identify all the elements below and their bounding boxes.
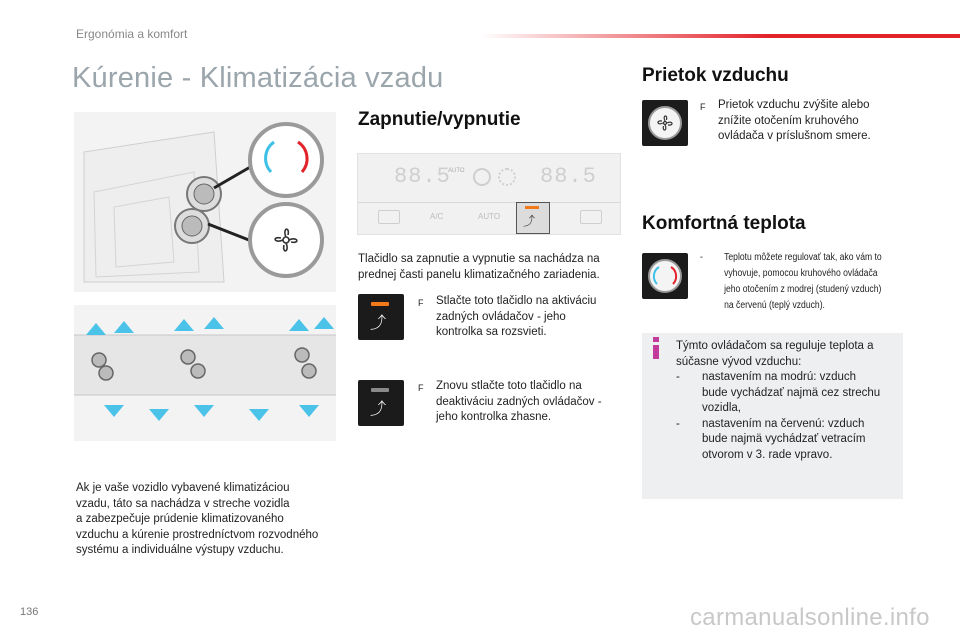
info-item-line: otvorom v 3. rade vpravo. (702, 448, 833, 461)
airflow-line: znížite otočením kruhového (718, 114, 859, 127)
comfort-line: jeho otočením z modrej (studený vzduch) (724, 284, 882, 295)
info-item-line: bude najmä vychádzať vetracím (702, 433, 866, 445)
step-line: jeho kontrolka zhasne. (436, 411, 552, 423)
rear-button-on-thumb (358, 294, 404, 340)
intro-line: vzduchu a kúrenie prostredníctvom rozvodného (76, 528, 319, 541)
info-icon (650, 337, 662, 359)
fan-dial-icon (642, 100, 688, 146)
orange-led-icon (371, 302, 389, 306)
seat-fan-icon: ⤴ (370, 315, 387, 332)
info-line: súčasne vývod vzduchu: (676, 355, 802, 368)
step-line: Znovu stlačte toto tlačidlo na (436, 380, 582, 392)
dash-mark: - (700, 252, 703, 263)
header-accent-line (480, 34, 960, 38)
intro-line: Ak je vaše vozidlo vybavené klimatizáciou (76, 482, 290, 494)
info-item-line: bude vychádzať najmä cez strechu (702, 386, 881, 399)
rear-button-off-thumb (358, 380, 404, 426)
fan-dial-thumb (642, 100, 688, 146)
step-activate (418, 294, 628, 341)
climate-panel-illustration (357, 153, 621, 235)
display-auto-label: AUTO (448, 168, 465, 174)
defrost-icon (378, 210, 400, 224)
auto-button-label: AUTO (478, 212, 501, 221)
fan-icon (498, 168, 516, 186)
roof-controls-illustration (74, 112, 336, 292)
intro-line: systému a individuálne výstupy vzduchu. (76, 544, 284, 556)
air-vents-drawing (74, 305, 336, 441)
intro-line: vzadu, táto sa nachádza v streche vozidla (76, 497, 290, 510)
bullet-mark: F (700, 102, 706, 112)
bullet-mark: F (418, 298, 424, 308)
comfort-heading: Komfortná teplota (642, 213, 806, 234)
info-item-red (676, 417, 898, 464)
info-item-blue (676, 370, 898, 417)
intro-line: a zabezpečuje prúdenie klimatizovaného (76, 513, 284, 525)
section-header: Ergonómia a komfort (76, 27, 188, 41)
orange-led-icon (525, 206, 539, 209)
step-deactivate (418, 379, 628, 426)
onoff-intro-line: Tlačidlo sa zapnutie a vypnutie sa nachádza na (358, 253, 600, 265)
air-vents-illustration (74, 305, 336, 441)
bullet-mark: F (418, 383, 424, 393)
dash-mark: - (676, 417, 680, 430)
comfort-line: na červenú (teplý vzduch). (724, 300, 825, 311)
recirculation-icon (473, 168, 491, 186)
temperature-dial-icon (642, 253, 688, 299)
info-content (676, 339, 898, 463)
ac-button-label: A/C (430, 212, 444, 221)
comfort-line: vyhovuje, pomocou kruhového ovládača (724, 268, 878, 279)
seat-fan-icon: ⤴ (370, 401, 387, 418)
onoff-intro-line: prednej časti panelu klimatizačného zariadenia. (358, 268, 600, 281)
intro-paragraph (76, 481, 346, 559)
onoff-intro (358, 252, 628, 283)
info-item-line: nastavením na červenú: vzduch (702, 417, 865, 430)
onoff-heading: Zapnutie/vypnutie (358, 109, 521, 130)
roof-controls-drawing (74, 112, 336, 292)
step-line: deaktiváciu zadných ovládačov - (436, 395, 602, 408)
comfort-text (700, 250, 940, 314)
airflow-step (700, 98, 900, 145)
display-right: 88.5 (540, 164, 597, 189)
info-item-line: nastavením na modrú: vzduch (702, 371, 857, 383)
comfort-paragraph (700, 250, 906, 314)
info-line: Týmto ovládačom sa reguluje teplota a (676, 340, 874, 352)
watermark: carmanualsonline.info (690, 604, 930, 631)
rear-defrost-icon (580, 210, 602, 224)
dash-mark: - (676, 371, 680, 383)
page-title: Kúrenie - Klimatizácia vzadu (72, 62, 444, 94)
info-item-line: vozidla, (702, 402, 741, 414)
temperature-dial-thumb (642, 253, 688, 299)
seat-fan-icon: ⤴ (523, 214, 536, 228)
airflow-heading: Prietok vzduchu (642, 65, 789, 86)
display-left: 88.5 (394, 164, 451, 189)
airflow-line: Prietok vzduchu zvýšite alebo (718, 99, 870, 111)
step-line: Stlačte toto tlačidlo na aktiváciu (436, 295, 597, 307)
airflow-line: ovládača v príslušnom smere. (718, 130, 871, 142)
step-line: kontrolka sa rozsvieti. (436, 326, 547, 338)
comfort-line: Teplotu môžete regulovať tak, ako vám to (724, 252, 882, 263)
panel-divider (358, 202, 620, 203)
grey-led-icon (371, 388, 389, 392)
step-line: zadných ovládačov - jeho (436, 310, 566, 323)
rear-climate-button[interactable] (516, 202, 550, 234)
page-number: 136 (20, 606, 39, 618)
